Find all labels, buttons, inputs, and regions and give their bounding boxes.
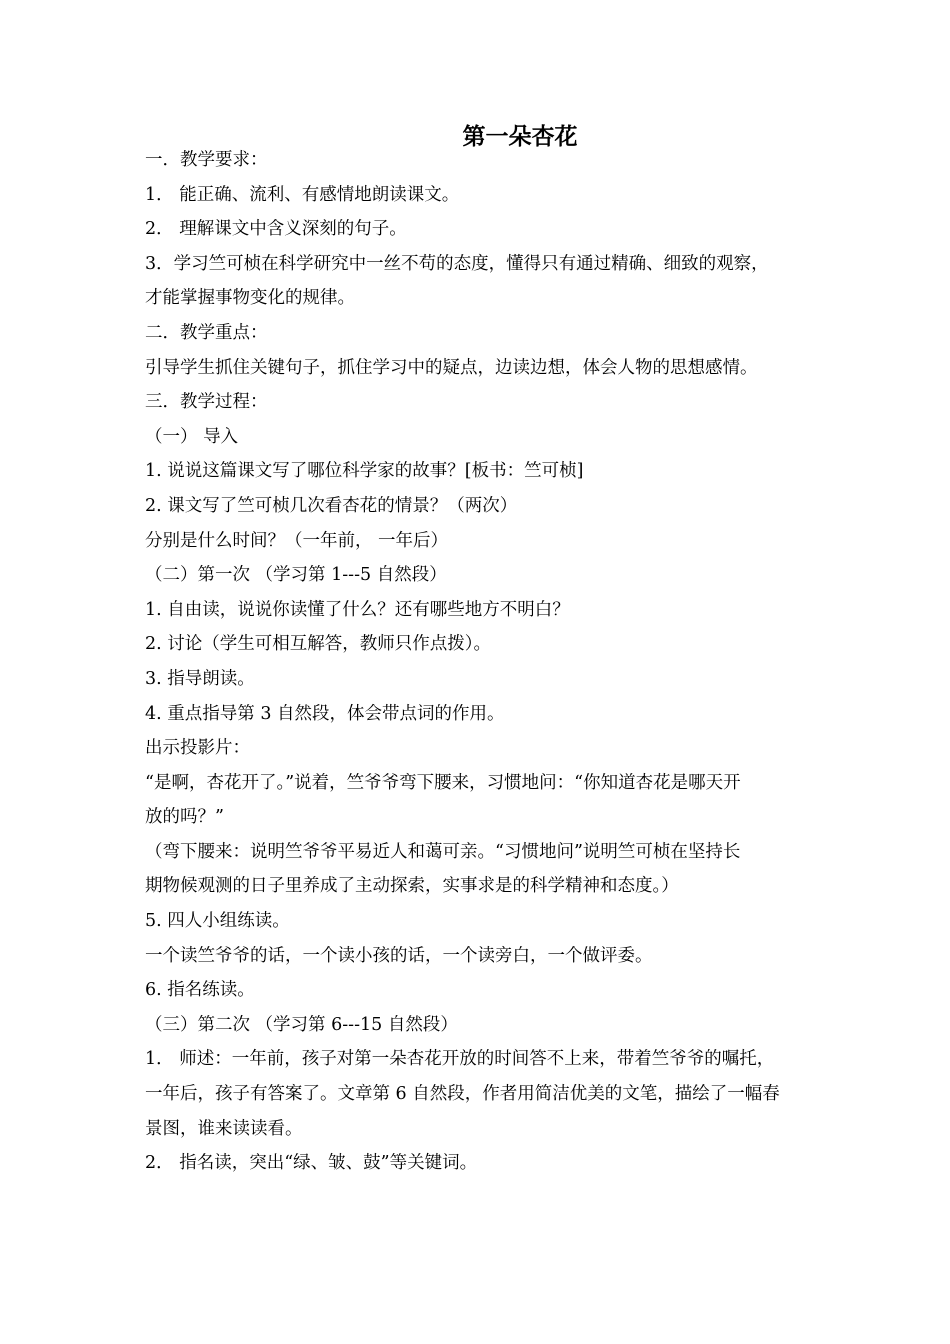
list-item: 2． 理解课文中含义深刻的句子。 (145, 219, 407, 240)
section-heading-process: 三．教学过程： (145, 392, 268, 413)
note-line: 期物候观测的日子里养成了主动探索，实事求是的科学精神和态度。） (145, 876, 679, 897)
list-item: 1. 说说这篇课文写了哪位科学家的故事？[板书：竺可桢] (145, 461, 584, 482)
list-item: 4. 重点指导第 3 自然段，体会带点词的作用。 (145, 703, 505, 724)
text-line: 才能掌握事物变化的规律。 (145, 288, 355, 309)
section-heading-focus: 二．教学重点： (145, 322, 268, 343)
subsection-heading: （二）第一次 （学习第 1---5 自然段） (145, 565, 447, 586)
text-line: 引导学生抓住关键句子，抓住学习中的疑点，边读边想，体会人物的思想感情。 (145, 357, 758, 378)
subsection-heading: （三）第二次 （学习第 6---15 自然段） (145, 1014, 458, 1035)
list-item: 2. 课文写了竺可桢几次看杏花的情景？（两次） (145, 495, 518, 516)
quote-line: “是啊，杏花开了。”说着，竺爷爷弯下腰来，习惯地问：“你知道杏花是哪天开 (145, 772, 741, 793)
list-item: 3．学习竺可桢在科学研究中一丝不苟的态度，懂得只有通过精确、细致的观察， (145, 253, 769, 274)
list-item: 6. 指名练读。 (145, 980, 255, 1001)
document-body (145, 143, 815, 1181)
quote-line: 放的吗？” (145, 807, 224, 828)
text-line: 一个读竺爷爷的话，一个读小孩的话，一个读旁白，一个做评委。 (145, 945, 653, 966)
list-item: 2. 讨论（学生可相互解答，教师只作点拨）。 (145, 634, 492, 655)
section-heading-requirements: 一．教学要求： (145, 150, 268, 170)
list-item: 1． 师述：一年前，孩子对第一朵杏花开放的时间答不上来，带着竺爷爷的嘱托， (145, 1049, 775, 1070)
document-title: 第一朵杏花 (462, 124, 578, 150)
list-item: 5. 四人小组练读。 (145, 911, 290, 932)
subsection-heading: （一） 导入 (145, 426, 239, 447)
text-line: 分别是什么时间？（一年前， 一年后） (145, 530, 449, 551)
list-item: 3. 指导朗读。 (145, 668, 255, 689)
list-item: 1． 能正确、流利、有感情地朗读课文。 (145, 184, 460, 205)
note-line: （弯下腰来：说明竺爷爷平易近人和蔼可亲。“习惯地问”说明竺可桢在坚持长 (145, 841, 741, 862)
text-line: 景图，谁来读读看。 (145, 1118, 303, 1139)
text-line: 一年后，孩子有答案了。文章第 6 自然段，作者用简洁优美的文笔，描绘了一幅春 (145, 1084, 780, 1105)
list-item: 2． 指名读，突出“绿、皱、鼓”等关键词。 (145, 1153, 478, 1174)
text-line: 出示投影片： (145, 738, 250, 759)
list-item: 1. 自由读，说说你读懂了什么？还有哪些地方不明白？ (145, 599, 570, 620)
